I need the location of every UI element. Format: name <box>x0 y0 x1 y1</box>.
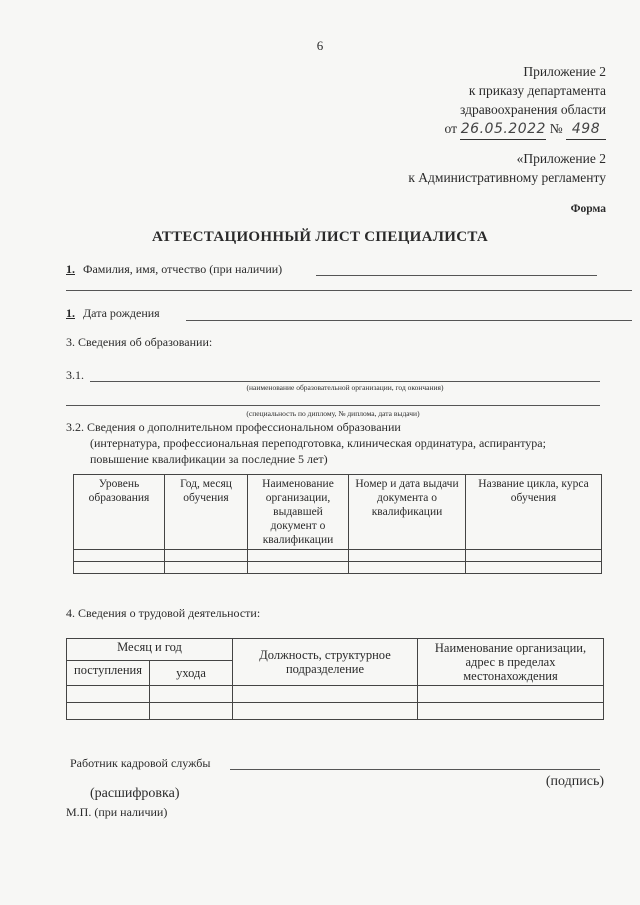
sub32-desc-line1: (интернатура, профессиональная переподготовка, клиническая ординатура, аспирантура; <box>90 436 546 450</box>
sub32-desc-line2: повышение квалификации за последние 5 лет) <box>90 452 328 466</box>
table2-header-entry: поступления <box>67 661 150 686</box>
table1-header-row <box>74 475 602 550</box>
order-date-line <box>445 119 607 140</box>
table-cell[interactable] <box>67 703 150 720</box>
table-cell[interactable] <box>74 562 165 574</box>
order-header <box>445 62 607 140</box>
table2-header-row-1 <box>67 639 604 661</box>
table-cell[interactable] <box>466 562 602 574</box>
table-cell[interactable] <box>233 686 418 703</box>
table1-header-level: Уровень образования <box>74 475 165 550</box>
sub31-number: 3.1. <box>66 368 84 382</box>
diploma-caption: (специальность по диплому, № диплома, дата выдачи) <box>246 409 420 418</box>
table-cell[interactable] <box>248 562 349 574</box>
fio-field-number: 1. <box>66 262 75 276</box>
sub32-title: 3.2. Сведения о дополнительном профессиональном образовании <box>66 420 401 434</box>
additional-education-table <box>73 474 602 574</box>
form-label: Форма <box>570 203 606 215</box>
document-title: АТТЕСТАЦИОННЫЙ ЛИСТ СПЕЦИАЛИСТА <box>151 229 489 245</box>
order-number: 498 <box>566 120 606 140</box>
education-org-caption: (наименование образовательной организации, год окончания) <box>246 383 444 392</box>
table-cell[interactable] <box>67 686 150 703</box>
appendix-line1: «Приложение 2 <box>516 151 606 166</box>
appendix-line2: к Административному регламенту <box>408 170 606 185</box>
fio-field-label <box>66 262 282 277</box>
table-row[interactable] <box>74 550 602 562</box>
table-cell[interactable] <box>165 550 248 562</box>
diploma-line[interactable] <box>66 405 600 406</box>
table2-header-org: Наименование организации, адрес в пределах местонахождения <box>418 639 604 686</box>
signature-caption: (подпись) <box>545 774 604 789</box>
table-cell[interactable] <box>150 703 233 720</box>
fio-field-text: Фамилия, имя, отчество (при наличии) <box>83 262 283 276</box>
stamp-label: М.П. (при наличии) <box>66 805 168 819</box>
table2-header-position: Должность, структурное подразделение <box>233 639 418 686</box>
work-history-table <box>66 638 604 720</box>
order-header-line1: Приложение 2 <box>523 64 606 79</box>
table-cell[interactable] <box>74 550 165 562</box>
table1-header-org: Наименование организации, выдавшей документ о квалификации <box>248 475 349 550</box>
table1-header-doc: Номер и дата выдачи документа о квалификации <box>349 475 466 550</box>
table-row[interactable] <box>74 562 602 574</box>
hr-worker-label: Работник кадровой службы <box>70 756 211 770</box>
hr-signature-line[interactable] <box>230 769 600 770</box>
table-cell[interactable] <box>418 703 604 720</box>
work-section-title: 4. Сведения о трудовой деятельности: <box>66 606 261 620</box>
table1-header-course: Название цикла, курса обучения <box>466 475 602 550</box>
appendix-header <box>408 149 606 187</box>
decoding-caption: (расшифровка) <box>90 786 180 801</box>
order-header-line2: к приказу департамента <box>468 83 606 98</box>
order-date: 26.05.2022 <box>460 120 546 140</box>
date-prefix: от <box>444 121 457 136</box>
table-row[interactable] <box>67 703 604 720</box>
table-cell[interactable] <box>150 686 233 703</box>
table-cell[interactable] <box>349 550 466 562</box>
birthdate-input-line[interactable] <box>186 320 632 321</box>
education-section-title: 3. Сведения об образовании: <box>66 335 213 349</box>
table-cell[interactable] <box>165 562 248 574</box>
table-cell[interactable] <box>233 703 418 720</box>
education-org-line[interactable] <box>90 381 600 382</box>
table-cell[interactable] <box>466 550 602 562</box>
table2-header-month-year: Месяц и год <box>67 639 233 661</box>
fio-input-line[interactable] <box>316 275 597 276</box>
page-number: 6 <box>316 38 324 53</box>
number-prefix: № <box>549 121 563 136</box>
table-row[interactable] <box>67 686 604 703</box>
table-cell[interactable] <box>248 550 349 562</box>
table2-header-exit: ухода <box>150 661 233 686</box>
order-header-line3: здравоохранения области <box>459 102 606 117</box>
birthdate-field-number: 1. <box>66 306 75 320</box>
table-cell[interactable] <box>349 562 466 574</box>
table1-header-date: Год, месяц обучения <box>165 475 248 550</box>
fio-input-line-2[interactable] <box>66 290 632 291</box>
birthdate-field-text: Дата рождения <box>83 306 160 320</box>
table-cell[interactable] <box>418 686 604 703</box>
birthdate-field-label <box>66 306 160 321</box>
